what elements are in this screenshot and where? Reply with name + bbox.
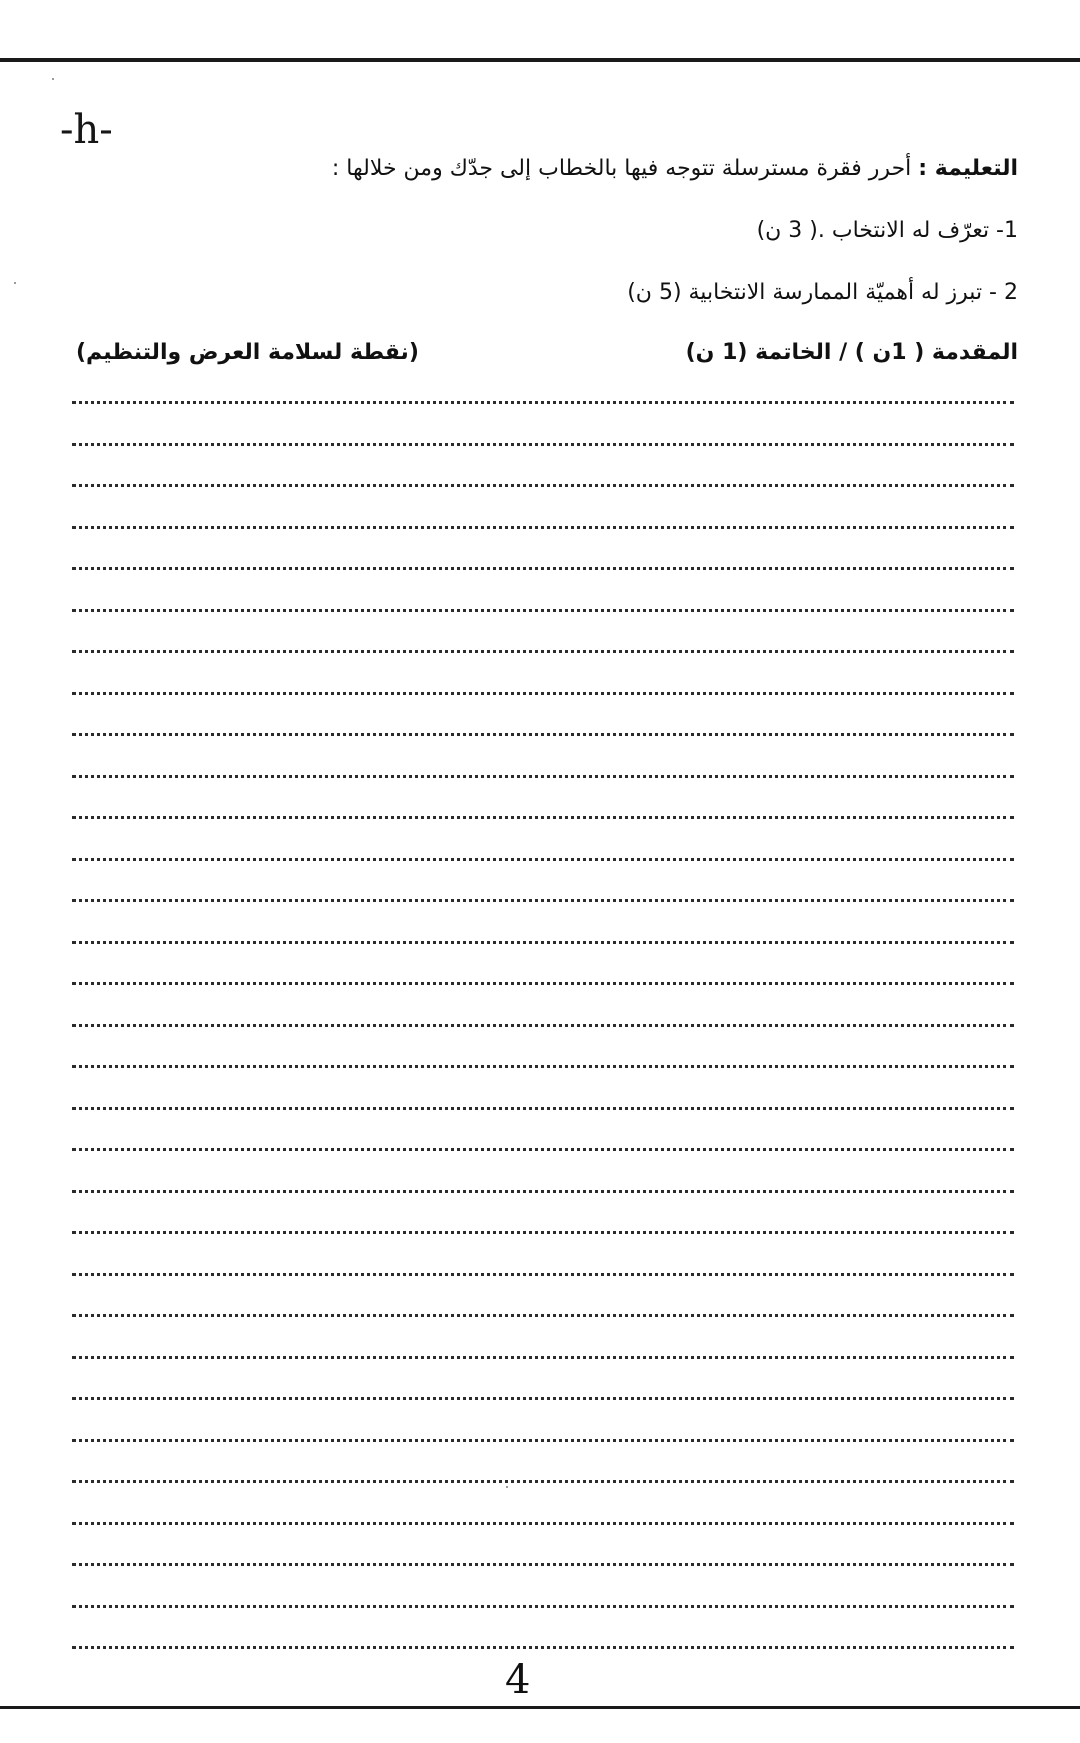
answer-line xyxy=(72,1436,1014,1442)
answer-line xyxy=(72,1021,1014,1027)
answer-lines-area xyxy=(72,398,1014,1685)
answer-line xyxy=(72,1477,1014,1483)
answer-line xyxy=(72,398,1014,404)
answer-line xyxy=(72,523,1014,529)
instruction-label: التعليمة : xyxy=(918,156,1018,181)
answer-line xyxy=(72,1602,1014,1608)
answer-line xyxy=(72,855,1014,861)
answer-line xyxy=(72,1270,1014,1276)
answer-line xyxy=(72,1104,1014,1110)
answer-line xyxy=(72,1394,1014,1400)
scan-speck xyxy=(14,282,16,284)
answer-line xyxy=(72,481,1014,487)
answer-line xyxy=(72,1560,1014,1566)
answer-line xyxy=(72,772,1014,778)
task-item-2: 2 - تبرز له أهميّة الممارسة الانتخابية (5 ن) xyxy=(627,280,1018,305)
top-rule xyxy=(0,58,1080,62)
answer-line xyxy=(72,1519,1014,1525)
bottom-rule xyxy=(0,1706,1080,1709)
answer-line xyxy=(72,1145,1014,1151)
answer-line xyxy=(72,1228,1014,1234)
scan-speck xyxy=(52,78,54,80)
answer-line xyxy=(72,606,1014,612)
answer-line xyxy=(72,813,1014,819)
answer-line xyxy=(72,440,1014,446)
handwritten-page-mark: -h- xyxy=(60,107,113,153)
answer-line xyxy=(72,1643,1014,1649)
scan-speck xyxy=(506,1486,508,1488)
task-item-1: 1- تعرّف له الانتخاب .( 3 ن) xyxy=(756,218,1018,243)
answer-line xyxy=(72,689,1014,695)
answer-line xyxy=(72,1311,1014,1317)
page-number: 4 xyxy=(505,1657,531,1703)
answer-line xyxy=(72,896,1014,902)
answer-line xyxy=(72,647,1014,653)
instruction-text: أحرر فقرة مسترسلة تتوجه فيها بالخطاب إلى جدّك ومن خلالها : xyxy=(331,156,912,181)
presentation-grading: (نقطة لسلامة العرض والتنظيم) xyxy=(76,340,419,365)
answer-line xyxy=(72,1353,1014,1359)
answer-line xyxy=(72,1062,1014,1068)
answer-line xyxy=(72,564,1014,570)
answer-line xyxy=(72,979,1014,985)
answer-line xyxy=(72,1187,1014,1193)
answer-line xyxy=(72,938,1014,944)
answer-line xyxy=(72,730,1014,736)
instruction-line xyxy=(332,156,1018,182)
intro-conclusion-grading: المقدمة ( 1ن ) / الخاتمة (1 ن) xyxy=(685,340,1018,365)
